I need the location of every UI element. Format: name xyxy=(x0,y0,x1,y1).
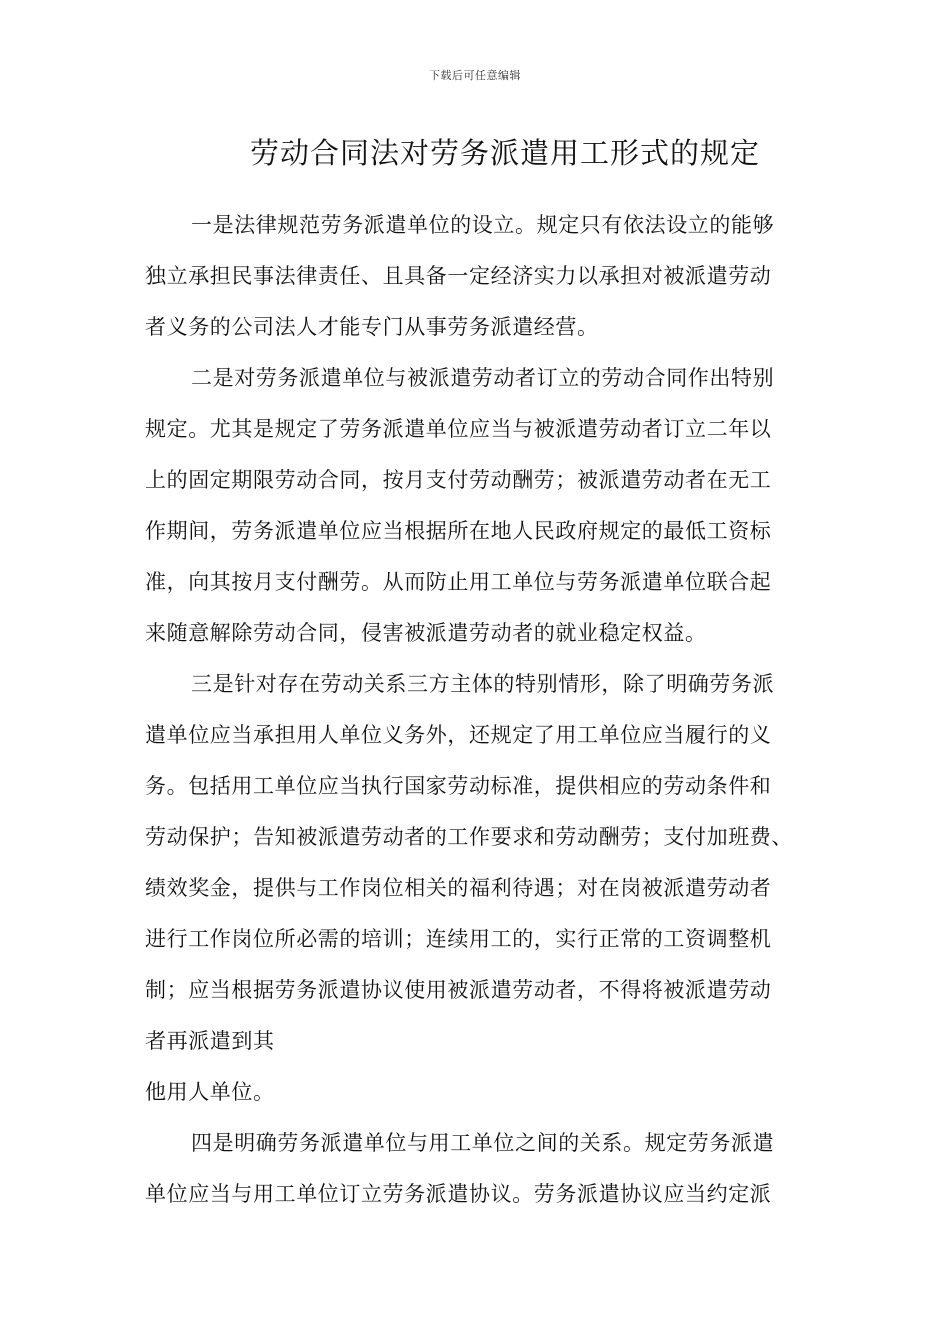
paragraph-2-line: 二是对劳务派遣单位与被派遣劳动者订立的劳动合同作出特别 xyxy=(191,366,775,390)
paragraph-2-line: 上的固定期限劳动合同，按月支付劳动酬劳；被派遣劳动者在无工 xyxy=(145,468,772,492)
paragraph-4-line: 单位应当与用工单位订立劳务派遣协议。劳务派遣协议应当约定派 xyxy=(145,1182,772,1206)
document-body xyxy=(145,200,795,1220)
paragraph-2-line: 作期间，劳务派遣单位应当根据所在地人民政府规定的最低工资标 xyxy=(145,519,772,543)
paragraph-2-line: 准，向其按月支付酬劳。从而防止用工单位与劳务派遣单位联合起 xyxy=(145,570,772,594)
paragraph-2-line: 规定。尤其是规定了劳务派遣单位应当与被派遣劳动者订立二年以 xyxy=(145,417,772,441)
paragraph-3-line: 制；应当根据劳务派遣协议使用被派遣劳动者，不得将被派遣劳动 xyxy=(145,978,772,1002)
paragraph-3-line: 三是针对存在劳动关系三方主体的特别情形，除了明确劳务派 xyxy=(191,672,775,696)
paragraph-2-line: 来随意解除劳动合同，侵害被派遣劳动者的就业稳定权益。 xyxy=(145,621,707,645)
paragraph-1-line: 者义务的公司法人才能专门从事劳务派遣经营。 xyxy=(145,315,599,339)
document-title: 劳动合同法对劳务派遣用工形式的规定 xyxy=(249,136,760,170)
paragraph-4-line: 四是明确劳务派遣单位与用工单位之间的关系。规定劳务派遣 xyxy=(191,1131,775,1155)
paragraph-3-line: 进行工作岗位所必需的培训；连续用工的，实行正常的工资调整机 xyxy=(145,927,772,951)
paragraph-3-line: 遣单位应当承担用人单位义务外，还规定了用工单位应当履行的义 xyxy=(145,723,772,747)
paragraph-3-line: 劳动保护；告知被派遣劳动者的工作要求和劳动酬劳；支付加班费、 xyxy=(145,825,793,849)
paragraph-3-line: 绩效奖金，提供与工作岗位相关的福利待遇；对在岗被派遣劳动者 xyxy=(145,876,772,900)
paragraph-3-line: 者再派遣到其 xyxy=(145,1029,275,1053)
header-note: 下载后可任意编辑 xyxy=(429,69,521,82)
paragraph-1-line: 一是法律规范劳务派遣单位的设立。规定只有依法设立的能够 xyxy=(191,213,775,237)
paragraph-3-line: 他用人单位。 xyxy=(145,1080,275,1104)
paragraph-1-line: 独立承担民事法律责任、且具备一定经济实力以承担对被派遣劳动 xyxy=(145,264,772,288)
paragraph-3-line: 务。包括用工单位应当执行国家劳动标准，提供相应的劳动条件和 xyxy=(145,774,772,798)
